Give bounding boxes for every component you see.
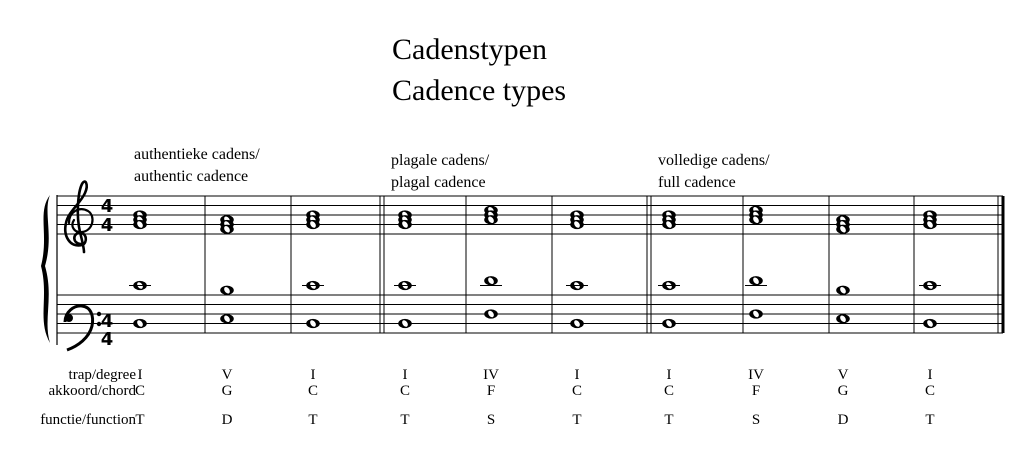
system-brace xyxy=(41,195,50,343)
row-label-function: functie/function xyxy=(40,412,136,428)
chord-cell: C xyxy=(134,383,145,399)
function-cell: D xyxy=(221,412,233,428)
chord-5 xyxy=(480,206,502,319)
chord-cell: C xyxy=(571,383,582,399)
function-cell: T xyxy=(135,412,145,428)
chord-cell: F xyxy=(751,383,761,399)
chord-9 xyxy=(836,215,850,323)
degree-cell: IV xyxy=(748,367,764,383)
degree-cell: I xyxy=(402,367,408,383)
title-line-2: Cadence types xyxy=(392,74,567,107)
chord-6 xyxy=(566,210,588,328)
degree-cell: IV xyxy=(483,367,499,383)
function-cell: S xyxy=(751,412,761,428)
row-label-degree: trap/degree xyxy=(68,367,136,383)
row-label-chord: akkoord/chord xyxy=(48,383,136,399)
chord-cell: C xyxy=(663,383,674,399)
chord-4 xyxy=(394,210,416,328)
bass-clef-icon xyxy=(65,306,101,350)
degree-cell: I xyxy=(927,367,933,383)
section-label-line-2: full cadence xyxy=(658,174,736,191)
function-cell: D xyxy=(837,412,849,428)
chord-cell: F xyxy=(486,383,496,399)
chord-3 xyxy=(302,210,324,328)
chord-1 xyxy=(129,210,151,328)
chord-7 xyxy=(658,210,680,328)
chord-cell: C xyxy=(307,383,318,399)
degree-cell: I xyxy=(666,367,672,383)
section-label-line-2: plagal cadence xyxy=(391,174,486,191)
time-signature-bottom-bass: 4 xyxy=(100,329,114,350)
treble-clef-icon xyxy=(65,182,92,252)
function-cell: T xyxy=(925,412,935,428)
section-label-line-2: authentic cadence xyxy=(134,168,249,185)
chord-cell: G xyxy=(837,383,849,399)
function-cell: T xyxy=(400,412,410,428)
function-cell: S xyxy=(486,412,496,428)
section-label-line-1: volledige cadens/ xyxy=(658,152,770,169)
chord-10 xyxy=(919,210,941,328)
degree-cell: I xyxy=(310,367,316,383)
degree-cell: I xyxy=(137,367,143,383)
degree-cell: V xyxy=(837,367,849,383)
time-signature-bottom-treble: 4 xyxy=(100,215,114,236)
chord-cell: C xyxy=(924,383,935,399)
section-label-line-1: plagale cadens/ xyxy=(391,152,490,169)
time-signature-top-treble: 4 xyxy=(100,196,114,217)
title-line-1: Cadenstypen xyxy=(392,33,547,66)
function-cell: T xyxy=(308,412,318,428)
chord-cell: G xyxy=(221,383,233,399)
degree-cell: I xyxy=(574,367,580,383)
degree-cell: V xyxy=(221,367,233,383)
section-label-line-1: authentieke cadens/ xyxy=(134,146,260,163)
function-cell: T xyxy=(664,412,674,428)
chord-8 xyxy=(745,206,767,319)
time-signature-top-bass: 4 xyxy=(100,311,114,332)
function-cell: T xyxy=(572,412,582,428)
chord-cell: C xyxy=(399,383,410,399)
chord-2 xyxy=(220,215,234,323)
